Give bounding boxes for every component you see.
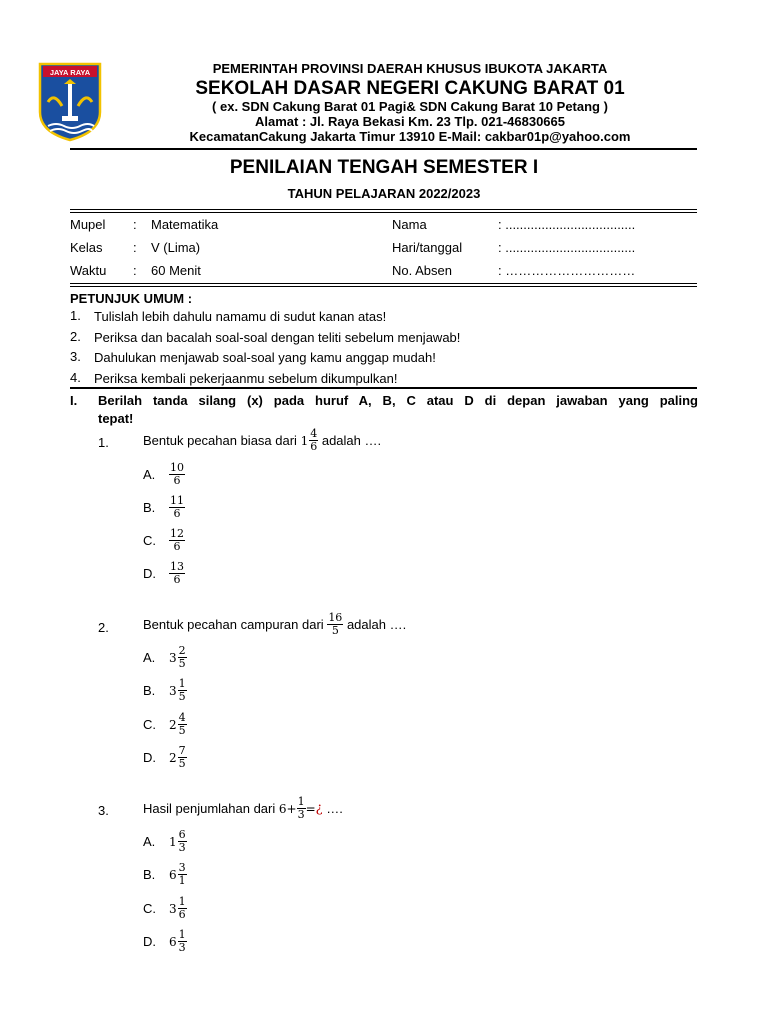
school-logo bbox=[38, 62, 102, 142]
info-label-waktu: Waktu bbox=[70, 263, 107, 278]
exam-subtitle: TAHUN PELAJARAN 2022/2023 bbox=[287, 186, 481, 201]
fraction: $\frac{16}{5}$ bbox=[328, 611, 343, 637]
info-field-nama[interactable]: : .................................... bbox=[498, 217, 636, 232]
option-d[interactable]: D. $\frac{13}{6}$ bbox=[143, 560, 184, 586]
option-c[interactable]: C. $\frac{12}{6}$ bbox=[143, 527, 184, 553]
fraction: $\frac{1}{3}$ bbox=[297, 795, 305, 821]
option-a[interactable]: A. 3 $\frac{2}{5}$ bbox=[143, 644, 186, 670]
instruction-text: Dahulukan menjawab soal-soal yang kamu anggap mudah! bbox=[94, 350, 436, 365]
header-government: PEMERINTAH PROVINSI DAERAH KHUSUS IBUKOTA JAKARTA bbox=[212, 61, 608, 76]
section-number: I. bbox=[70, 393, 78, 408]
info-sep: : bbox=[133, 240, 137, 255]
info-label-kelas: Kelas bbox=[70, 240, 103, 255]
option-c[interactable]: C. 2 $\frac{4}{5}$ bbox=[143, 711, 186, 737]
info-bottom-rule bbox=[70, 283, 697, 284]
instruction-num: 2. bbox=[70, 329, 81, 344]
header-divider bbox=[70, 148, 697, 150]
option-b[interactable]: B. 3 $\frac{1}{5}$ bbox=[143, 677, 186, 703]
info-field-hari[interactable]: : .................................... bbox=[498, 240, 636, 255]
option-d[interactable]: D. 2 $\frac{7}{5}$ bbox=[143, 744, 186, 770]
instruction-num: 1. bbox=[70, 308, 81, 323]
option-b[interactable]: B. $\frac{11}{6}$ bbox=[143, 494, 184, 520]
question-suffix: adalah …. bbox=[321, 433, 382, 448]
exam-title: PENILAIAN TENGAH SEMESTER I bbox=[229, 157, 539, 178]
instruction-num: 4. bbox=[70, 370, 81, 385]
option-c[interactable]: C. 3 $\frac{1}{6}$ bbox=[143, 895, 186, 921]
header-contact: KecamatanCakung Jakarta Timur 13910 E-Mail: cakbar01p@yahoo.com bbox=[189, 129, 631, 144]
info-label-hari: Hari/tanggal bbox=[392, 240, 463, 255]
option-d[interactable]: D. 6 $\frac{1}{3}$ bbox=[143, 928, 186, 954]
info-top-rule-2 bbox=[70, 212, 697, 213]
option-a[interactable]: A. 1 $\frac{6}{3}$ bbox=[143, 828, 186, 854]
instructions-heading: PETUNJUK UMUM : bbox=[70, 291, 193, 306]
question-1 bbox=[143, 428, 381, 453]
info-sep: : bbox=[133, 263, 137, 278]
unknown-mark: ¿ bbox=[315, 801, 323, 816]
info-value-kelas: V (Lima) bbox=[151, 240, 201, 255]
question-text: Hasil penjumlahan dari bbox=[143, 801, 276, 816]
info-value-mupel: Matematika bbox=[151, 217, 219, 232]
info-sep: : bbox=[133, 217, 137, 232]
question-number: 1. bbox=[98, 435, 109, 450]
question-text: Bentuk pecahan biasa dari bbox=[143, 433, 297, 448]
question-number: 3. bbox=[98, 803, 109, 818]
instruction-text: Tulislah lebih dahulu namamu di sudut kanan atas! bbox=[94, 309, 387, 324]
info-bottom-rule-2 bbox=[70, 286, 697, 287]
info-label-mupel: Mupel bbox=[70, 217, 106, 232]
question-text: Bentuk pecahan campuran dari bbox=[143, 617, 324, 632]
question-3: Hasil penjumlahan dari 6+ $\frac{1}{3}$ = ¿ …. bbox=[143, 795, 343, 821]
info-label-nama: Nama bbox=[392, 217, 427, 232]
question-suffix: …. bbox=[326, 801, 343, 816]
instruction-text: Periksa kembali pekerjaanmu sebelum dikumpulkan! bbox=[94, 371, 398, 386]
info-field-absen[interactable]: : ………………………… bbox=[498, 263, 636, 278]
fraction: $\frac{4}{6}$ bbox=[310, 427, 318, 453]
question-number: 2. bbox=[98, 620, 109, 635]
mixed-whole: 1 bbox=[300, 433, 309, 448]
header-address: Alamat : Jl. Raya Bekasi Km. 23 Tlp. 021-46830665 bbox=[254, 114, 565, 129]
info-top-rule bbox=[70, 209, 697, 210]
option-b[interactable]: B. 6 $\frac{3}{1}$ bbox=[143, 861, 186, 887]
question-2 bbox=[143, 612, 406, 637]
instructions-divider bbox=[70, 387, 697, 389]
instruction-num: 3. bbox=[70, 349, 81, 364]
info-value-waktu: 60 Menit bbox=[151, 263, 201, 278]
logo-text: JAYA RAYA bbox=[49, 68, 91, 77]
header-school-name: SEKOLAH DASAR NEGERI CAKUNG BARAT 01 bbox=[195, 78, 625, 99]
question-suffix: adalah …. bbox=[346, 617, 407, 632]
instruction-text: Periksa dan bacalah soal-soal dengan teliti sebelum menjawab! bbox=[94, 330, 461, 345]
info-label-absen: No. Absen bbox=[392, 263, 452, 278]
section-instruction-cont: tepat! bbox=[98, 411, 134, 426]
option-a[interactable]: A. $\frac{10}{6}$ bbox=[143, 461, 184, 487]
section-instruction: Berilah tanda silang (x) pada huruf A, B, C atau D di depan jawaban yang paling bbox=[98, 393, 698, 408]
header-ex-names: ( ex. SDN Cakung Barat 01 Pagi& SDN Cakung Barat 10 Petang ) bbox=[212, 99, 608, 114]
